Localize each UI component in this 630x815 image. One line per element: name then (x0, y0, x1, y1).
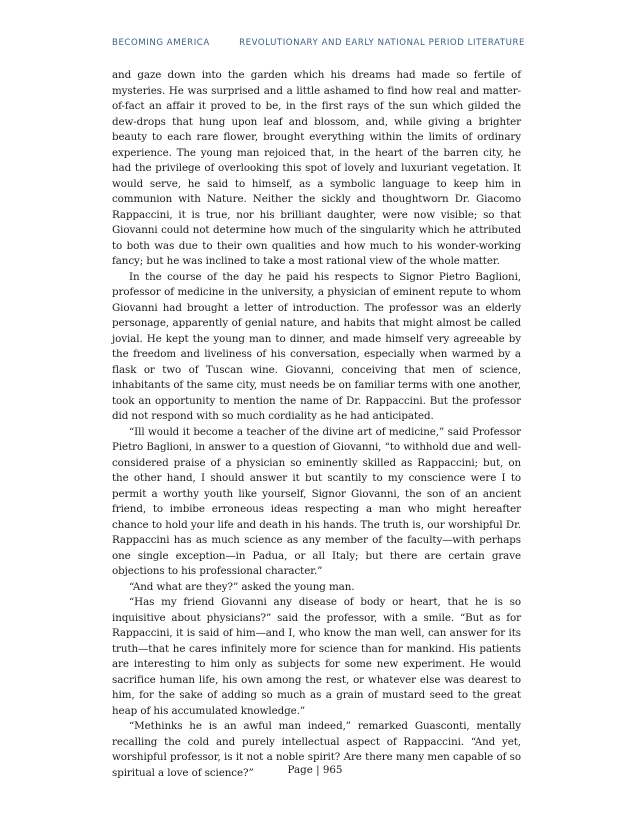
header-book-title: BECOMING AMERICA (112, 38, 210, 48)
paragraph: “Methinks he is an awful man indeed,” remarked Guasconti, mentally recalling the cold and purely intellectual aspect of Rappaccini. “And yet, worshipful professor, is it not a noble spirit? Are there many men capable of so spiritual a love of science?” (112, 720, 521, 779)
paragraph: “And what are they?” asked the young man. (129, 580, 355, 593)
paragraph: In the course of the day he paid his respects to Signor Pietro Baglioni, professor of medicine in the university, a physician of eminent repute to whom Giovanni had brought a letter of introduction. The professor was an elderly personage, apparently of genial nature, and habits that might almost be called jovial. He kept the young man to dinner, and made himself very agreeable by the freedom and liveliness of his conversation, especially when warmed by a flask or two of Tuscan wine. Giovanni, conceiving that men of science, inhabitants of the same city, must needs be on familiar terms with one another, took an opportunity to mention the name of Dr. Rappaccini. But the professor did not respond with so much cordiality as he had anticipated. (112, 270, 521, 422)
running-header (112, 38, 532, 48)
paragraph: “Has my friend Giovanni any disease of body or heart, that he is so inquisitive about physicians?” said the professor, with a smile. “But as for Rappaccini, it is said of him—and I, who know the man well, can answer for its truth—that he cares infinitely more for science than for mankind. His patients are interesting to him only as subjects for some new experiment. He would sacrifice human life, his own among the rest, or whatever else was dearest to him, for the sake of adding so much as a grain of mustard seed to the great heap of his accumulated knowledge.” (112, 596, 521, 717)
paragraph: “Ill would it become a teacher of the divine art of medicine,” said Professor Pietro Baglioni, in answer to a question of Giovanni, “to withhold due and well-considered praise of a physician so eminently skilled as Rappaccini; but, on the other hand, I should answer it but scantily to my conscience were I to permit a worthy youth like yourself, Signor Giovanni, the son of an ancient friend, to imbibe erroneous ideas respecting a man who might hereafter chance to hold your life and death in his hands. The truth is, our worshipful Dr. Rappaccini has as much science as any member of the faculty—with perhaps one single exception—in Padua, or all Italy; but there are certain grave objections to his professional character.” (112, 425, 521, 577)
paragraph-continuation: and gaze down into the garden which his dreams had made so fertile of mysteries. He was surprised and a little ashamed to find how real and matter-of-fact an affair it proved to be, in the first rays of the sun which gilded the dew-drops that hung upon leaf and blossom, and, while giving a brighter beauty to each rare flower, brought everything within the limits of ordinary experience. The young man rejoiced that, in the heart of the barren city, he had the privilege of overlooking this spot of lovely and luxuriant vegetation. It would serve, he said to himself, as a symbolic language to keep him in communion with Nature. Neither the sickly and thoughtworn Dr. Giacomo Rappaccini, it is true, nor his brilliant daughter, were now visible; so that Giovanni could not determine how much of the singularity which he attributed to both was due to their own qualities and how much to his wonder-working fancy; but he was inclined to take a most rational view of the whole matter. (112, 69, 521, 267)
page-number: Page | 965 (287, 764, 343, 776)
body-text (112, 68, 521, 781)
header-section-title: REVOLUTIONARY AND EARLY NATIONAL PERIOD LITERATURE (239, 38, 525, 48)
